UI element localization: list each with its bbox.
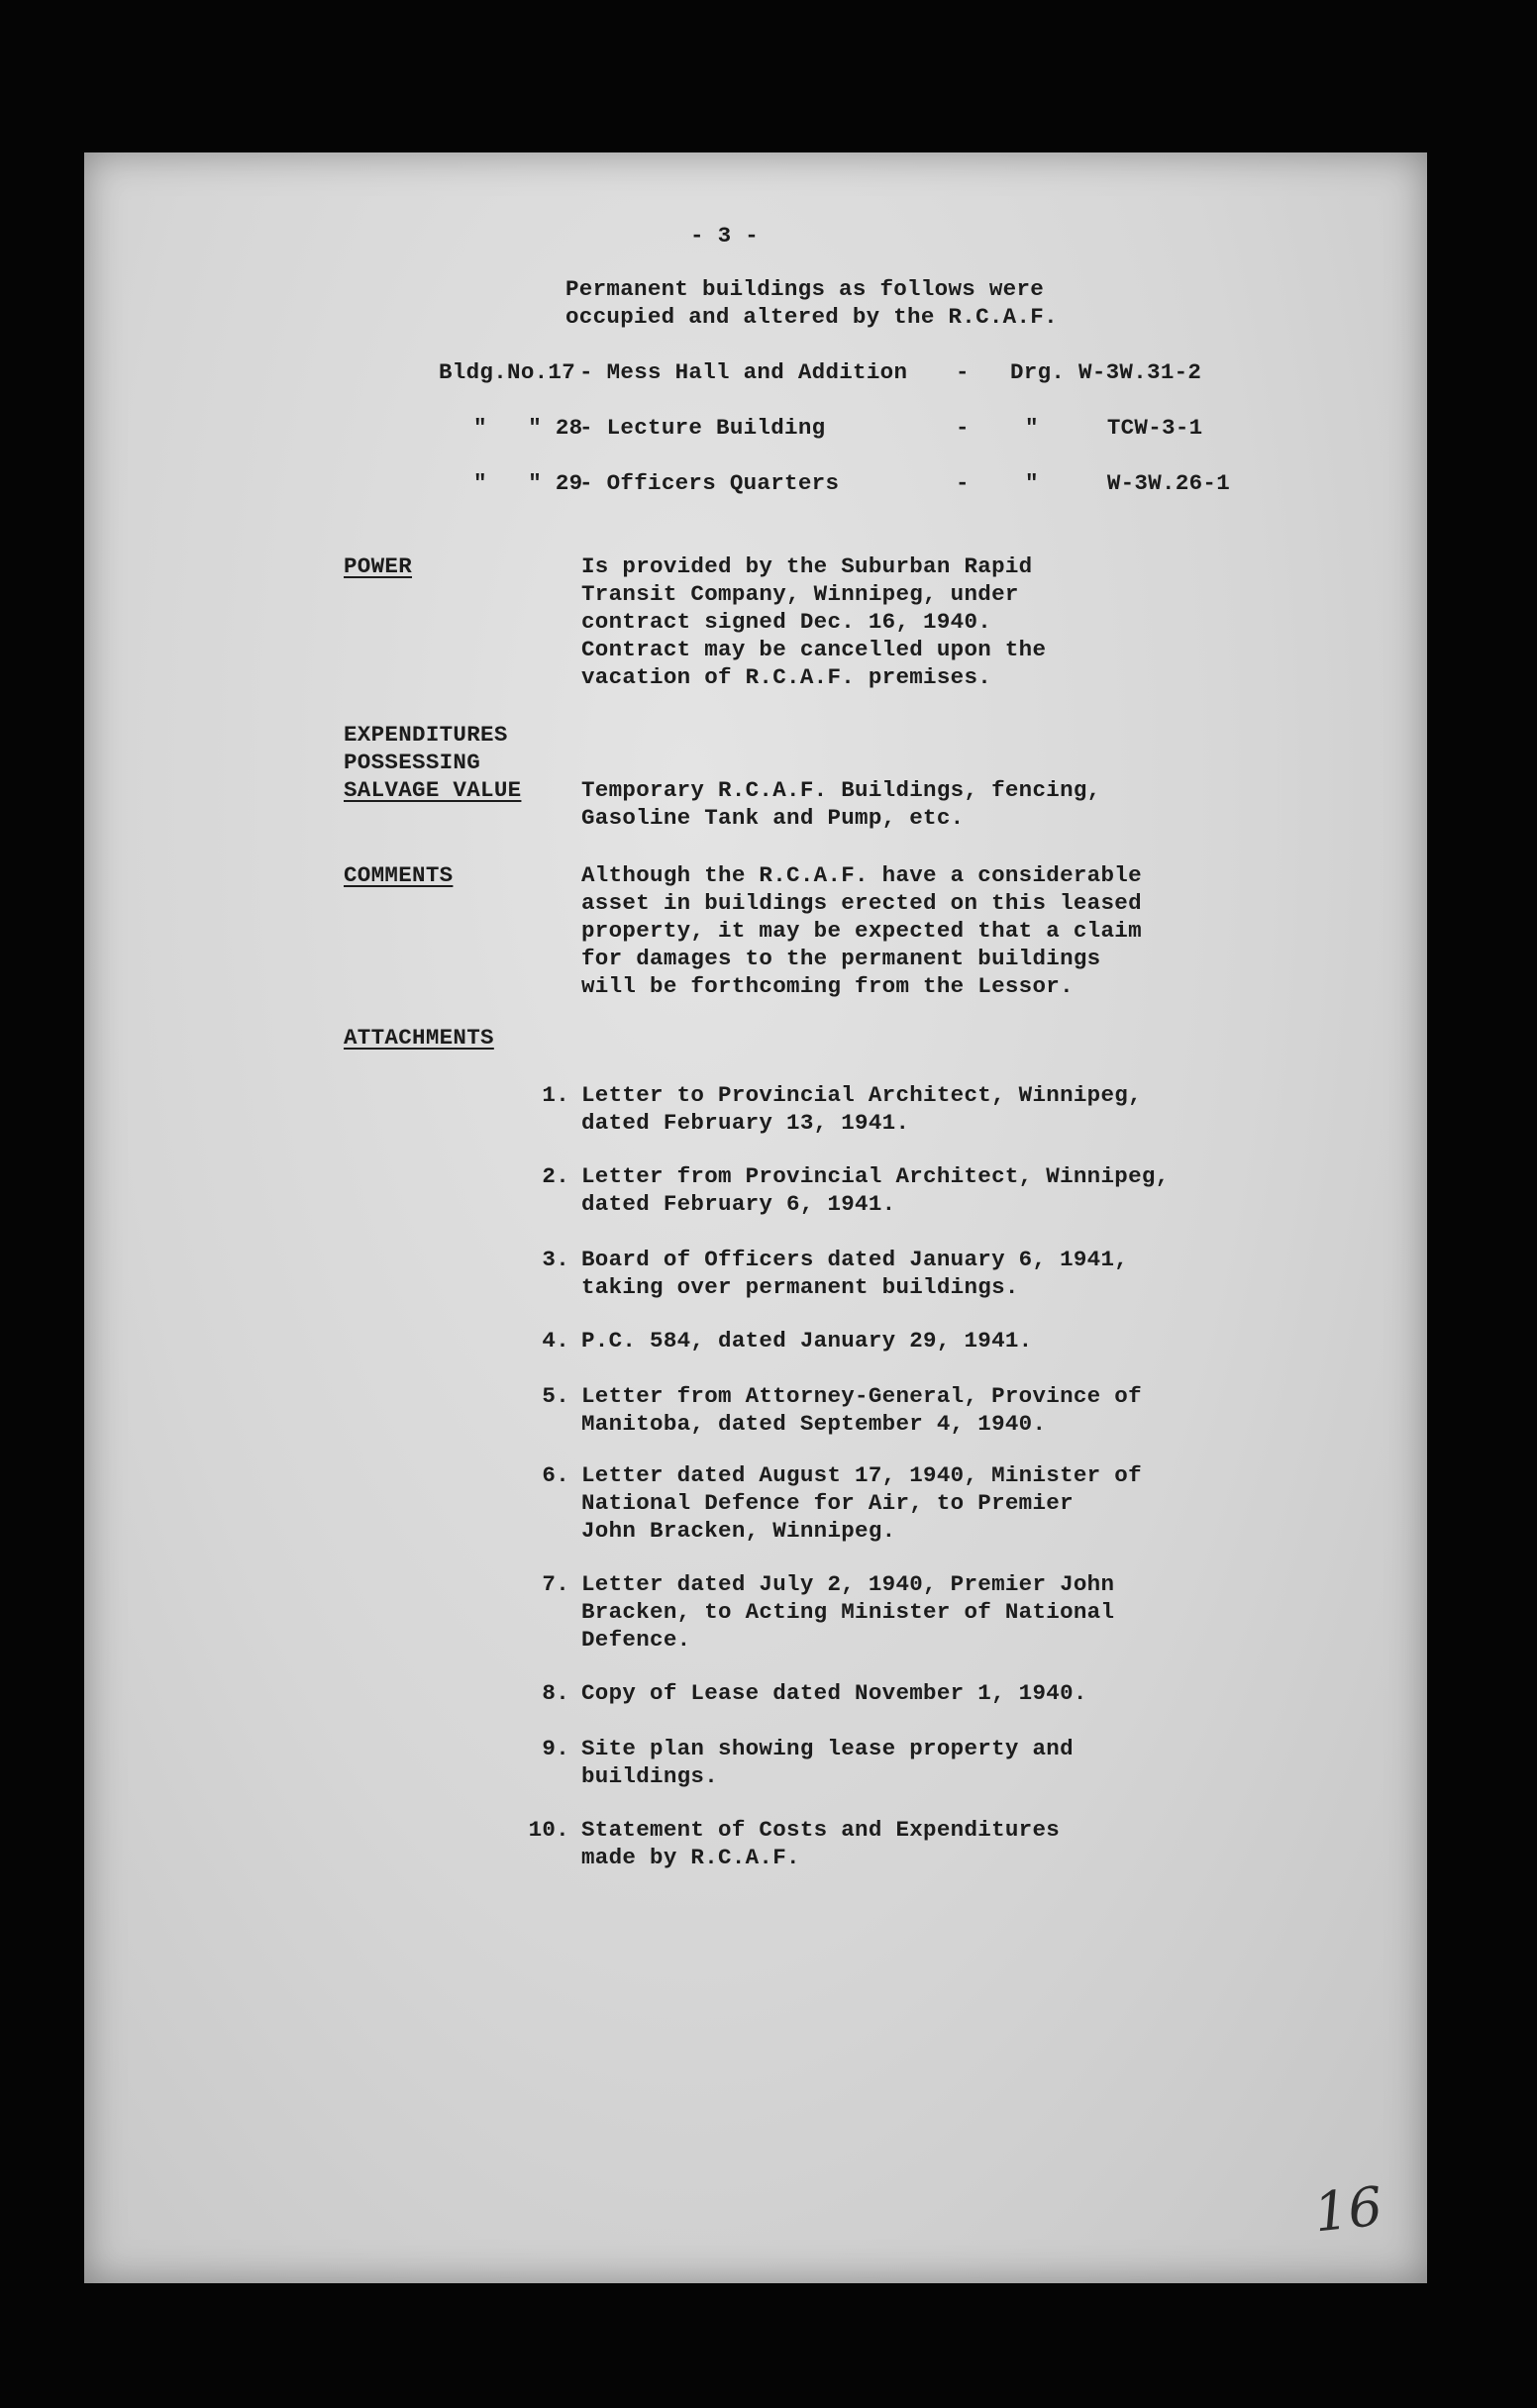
handwritten-folio-number: 16 — [1310, 2174, 1385, 2245]
text-line: Letter from Attorney-General, Province of — [581, 1383, 1142, 1409]
building-dash: - — [956, 470, 970, 496]
section-heading-power: POWER — [344, 553, 413, 579]
intro-line: Permanent buildings as follows were — [565, 276, 1045, 302]
text-line: National Defence for Air, to Premier — [581, 1490, 1074, 1516]
text-line: Letter from Provincial Architect, Winnipeg, — [581, 1163, 1170, 1189]
item-number: 6. — [542, 1462, 569, 1488]
item-number: 7. — [542, 1571, 569, 1597]
text-line: Temporary R.C.A.F. Buildings, fencing, — [581, 777, 1101, 803]
text-line: Is provided by the Suburban Rapid — [581, 553, 1033, 579]
heading-line: POSSESSING — [344, 750, 481, 775]
text-line: John Bracken, Winnipeg. — [581, 1518, 896, 1544]
text-line: Letter dated August 17, 1940, Minister of — [581, 1462, 1142, 1488]
text-line: will be forthcoming from the Lessor. — [581, 973, 1074, 999]
text-line: for damages to the permanent buildings — [581, 946, 1101, 971]
section-heading-comments: COMMENTS — [344, 862, 454, 888]
text-line: Manitoba, dated September 4, 1940. — [581, 1411, 1047, 1437]
text-line: vacation of R.C.A.F. premises. — [581, 664, 992, 690]
item-number: 3. — [542, 1247, 569, 1272]
text-line: P.C. 584, dated January 29, 1941. — [581, 1328, 1033, 1354]
text-line: Although the R.C.A.F. have a considerable — [581, 862, 1142, 888]
item-number: 4. — [542, 1328, 569, 1354]
text-line: buildings. — [581, 1763, 719, 1789]
section-heading-attachments: ATTACHMENTS — [344, 1025, 494, 1051]
item-number: 9. — [542, 1736, 569, 1761]
item-number: 2. — [542, 1163, 569, 1189]
power-text — [581, 552, 1046, 691]
heading-line: EXPENDITURES — [344, 722, 508, 748]
item-number: 10. — [528, 1817, 569, 1843]
text-line: Letter dated July 2, 1940, Premier John — [581, 1571, 1115, 1597]
text-line: Bracken, to Acting Minister of National — [581, 1599, 1115, 1625]
building-number: Bldg.No.17 — [439, 359, 576, 385]
drawing-number: " W-3W.26-1 — [1025, 470, 1231, 496]
heading-line: SALVAGE VALUE — [344, 777, 522, 803]
comments-text — [581, 861, 1142, 1000]
building-number: " " 28 — [473, 415, 583, 441]
text-line: taking over permanent buildings. — [581, 1274, 1019, 1300]
text-line: dated February 6, 1941. — [581, 1191, 896, 1217]
text-line: Statement of Costs and Expenditures — [581, 1817, 1061, 1843]
building-description: - Lecture Building — [579, 415, 826, 441]
text-line: Gasoline Tank and Pump, etc. — [581, 805, 965, 831]
text-line: Defence. — [581, 1627, 691, 1653]
item-number: 8. — [542, 1680, 569, 1706]
text-line: dated February 13, 1941. — [581, 1110, 910, 1136]
document-page — [84, 152, 1427, 2283]
text-line: Site plan showing lease property and — [581, 1736, 1074, 1761]
section-heading-expenditures — [344, 721, 521, 804]
expenditures-text — [581, 776, 1100, 832]
drawing-number: " TCW-3-1 — [1025, 415, 1203, 441]
building-description: - Officers Quarters — [579, 470, 840, 496]
text-line: Letter to Provincial Architect, Winnipeg, — [581, 1082, 1142, 1108]
text-line: asset in buildings erected on this leased — [581, 890, 1142, 916]
building-number: " " 29 — [473, 470, 583, 496]
building-description: - Mess Hall and Addition — [579, 359, 908, 385]
text-line: Contract may be cancelled upon the — [581, 637, 1047, 662]
item-number: 1. — [542, 1082, 569, 1108]
item-number: 5. — [542, 1383, 569, 1409]
drawing-number: Drg. W-3W.31-2 — [1010, 359, 1202, 385]
building-dash: - — [956, 359, 970, 385]
page-number: - 3 - — [690, 223, 760, 249]
text-line: Copy of Lease dated November 1, 1940. — [581, 1680, 1087, 1706]
text-line: contract signed Dec. 16, 1940. — [581, 609, 992, 635]
text-line: property, it may be expected that a claim — [581, 918, 1142, 944]
building-dash: - — [956, 415, 970, 441]
text-line: made by R.C.A.F. — [581, 1845, 800, 1870]
text-line: Board of Officers dated January 6, 1941, — [581, 1247, 1129, 1272]
intro-line: occupied and altered by the R.C.A.F. — [565, 304, 1058, 330]
text-line: Transit Company, Winnipeg, under — [581, 581, 1019, 607]
